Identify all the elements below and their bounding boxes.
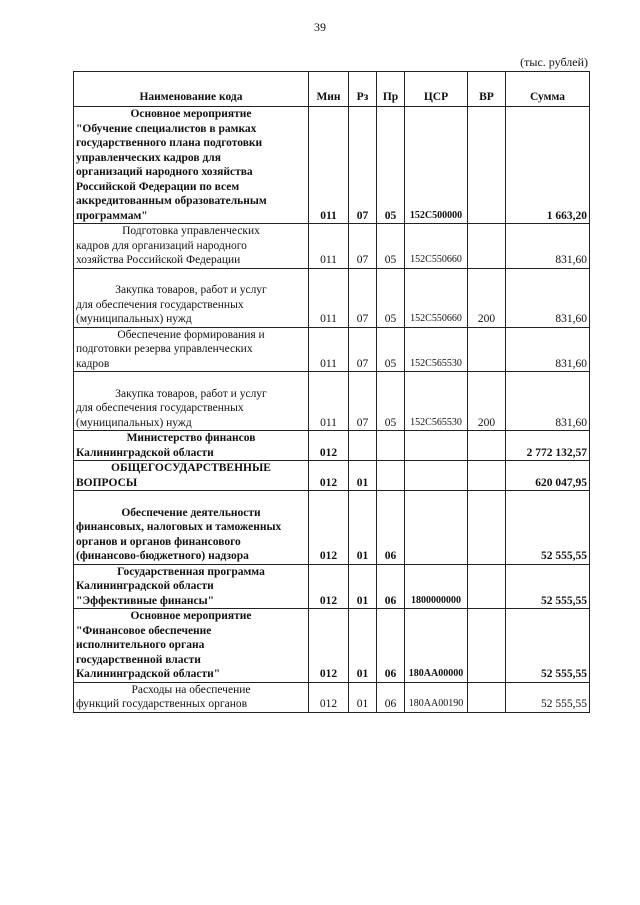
- cell-name-line: Обеспечение формирования и: [117, 328, 265, 341]
- cell-min: 012: [309, 682, 349, 712]
- cell-name-line: Основное мероприятие: [130, 108, 252, 120]
- cell-csr: 180АА00190: [405, 682, 468, 712]
- cell-vr: 200: [468, 372, 506, 431]
- table-body: [74, 107, 590, 713]
- cell-rz: 01: [349, 491, 377, 565]
- cell-sum: 52 555,55: [506, 491, 590, 565]
- cell-csr: [405, 431, 468, 461]
- table-row: [74, 224, 590, 269]
- cell-vr: [468, 609, 506, 683]
- cell-vr: 200: [468, 268, 506, 327]
- cell-name-line: (муниципальных) нужд: [76, 313, 192, 325]
- cell-csr: 152С565530: [405, 327, 468, 372]
- budget-table: [73, 71, 590, 713]
- column-header-min: Мин: [309, 72, 349, 107]
- cell-name-line: "Эффективные финансы": [76, 594, 214, 607]
- cell-vr: [468, 682, 506, 712]
- cell-name-line: Калининградской области: [76, 580, 214, 592]
- units-label: (тыс. рублей): [520, 55, 588, 69]
- cell-name-line: Закупка товаров, работ и услуг: [115, 284, 267, 296]
- cell-name-line: функций государственных органов: [76, 698, 248, 710]
- cell-pr: 05: [377, 224, 405, 269]
- cell-min: 011: [309, 268, 349, 327]
- cell-vr: [468, 224, 506, 269]
- column-header-name: Наименование кода: [74, 72, 309, 107]
- cell-name-line: Расходы на обеспечение: [131, 683, 251, 696]
- cell-name: [74, 327, 309, 372]
- table-row: [74, 327, 590, 372]
- cell-spacer: [76, 269, 306, 284]
- cell-name-line: органов и органов финансового: [76, 535, 241, 548]
- cell-name: [74, 491, 309, 565]
- cell-rz: 07: [349, 224, 377, 269]
- cell-name-line: аккредитованным образовательным: [76, 195, 267, 207]
- cell-csr: 180АА00000: [405, 609, 468, 683]
- cell-vr: [468, 461, 506, 491]
- cell-rz: 01: [349, 461, 377, 491]
- cell-name: [74, 107, 309, 224]
- cell-sum: 52 555,55: [506, 609, 590, 683]
- cell-name: [74, 461, 309, 491]
- cell-vr: [468, 491, 506, 565]
- column-header-csr: ЦСР: [405, 72, 468, 107]
- cell-name-line: хозяйства Российской Федерации: [76, 254, 241, 266]
- cell-rz: 07: [349, 107, 377, 224]
- cell-spacer: [76, 491, 306, 506]
- column-header-rz: Рз: [349, 72, 377, 107]
- column-header-vr: ВР: [468, 72, 506, 107]
- cell-name: [74, 682, 309, 712]
- cell-pr: 06: [377, 682, 405, 712]
- cell-rz: 07: [349, 327, 377, 372]
- cell-name-line: Государственная программа: [117, 565, 265, 578]
- table-row: [74, 609, 590, 683]
- cell-name-line: Подготовка управленческих: [122, 225, 260, 237]
- cell-name: [74, 431, 309, 461]
- cell-pr: 06: [377, 609, 405, 683]
- cell-name-line: для обеспечения государственных: [76, 298, 244, 311]
- cell-sum: 52 555,55: [506, 682, 590, 712]
- cell-name-line: кадров: [76, 357, 110, 370]
- cell-name-line: (финансово-бюджетного) надзора: [76, 550, 249, 562]
- cell-sum: 831,60: [506, 224, 590, 269]
- cell-vr: [468, 564, 506, 609]
- cell-pr: 05: [377, 268, 405, 327]
- cell-pr: 05: [377, 372, 405, 431]
- cell-name-line: ВОПРОСЫ: [76, 476, 138, 489]
- cell-sum: 620 047,95: [506, 461, 590, 491]
- cell-name: [74, 224, 309, 269]
- table-row: [74, 431, 590, 461]
- cell-min: 011: [309, 224, 349, 269]
- cell-vr: [468, 431, 506, 461]
- cell-min: 012: [309, 461, 349, 491]
- cell-name-line: управленческих кадров для: [76, 151, 221, 164]
- cell-sum: 831,60: [506, 327, 590, 372]
- cell-pr: 05: [377, 107, 405, 224]
- cell-name-line: Российской Федерации по всем: [76, 180, 240, 193]
- cell-spacer: [76, 372, 306, 387]
- cell-sum: 52 555,55: [506, 564, 590, 609]
- cell-min: 012: [309, 564, 349, 609]
- cell-name-line: Закупка товаров, работ и услуг: [115, 387, 267, 400]
- cell-csr: 152С550660: [405, 268, 468, 327]
- cell-name-line: Калининградской области": [76, 668, 221, 680]
- cell-name-line: государственного плана подготовки: [76, 137, 263, 149]
- cell-name-line: "Обучение специалистов в рамках: [76, 122, 257, 135]
- cell-rz: 07: [349, 372, 377, 431]
- cell-min: 012: [309, 431, 349, 461]
- cell-name-line: исполнительного органа: [76, 639, 205, 651]
- cell-csr: [405, 491, 468, 565]
- cell-name: [74, 564, 309, 609]
- table-row: [74, 268, 590, 327]
- cell-sum: 831,60: [506, 372, 590, 431]
- cell-name-line: (муниципальных) нужд: [76, 416, 192, 429]
- cell-name-line: Обеспечение деятельности: [121, 506, 261, 519]
- cell-name-line: финансовых, налоговых и таможенных: [76, 521, 282, 533]
- table-row: [74, 564, 590, 609]
- table-row: [74, 372, 590, 431]
- cell-min: 012: [309, 609, 349, 683]
- cell-min: 011: [309, 107, 349, 224]
- cell-csr: 1800000000: [405, 564, 468, 609]
- table-row: [74, 491, 590, 565]
- cell-pr: 05: [377, 327, 405, 372]
- cell-pr: [377, 431, 405, 461]
- cell-name-line: подготовки резерва управленческих: [76, 343, 253, 355]
- table-row: [74, 461, 590, 491]
- cell-name: [74, 609, 309, 683]
- cell-rz: [349, 431, 377, 461]
- cell-pr: [377, 461, 405, 491]
- cell-csr: 152С550660: [405, 224, 468, 269]
- cell-name: [74, 268, 309, 327]
- cell-pr: 06: [377, 491, 405, 565]
- cell-name-line: кадров для организаций народного: [76, 239, 247, 252]
- cell-name-line: Министерство финансов: [126, 432, 256, 444]
- column-header-sum: Сумма: [506, 72, 590, 107]
- cell-name-line: программам": [76, 209, 148, 222]
- cell-vr: [468, 107, 506, 224]
- cell-sum: 1 663,20: [506, 107, 590, 224]
- cell-rz: 01: [349, 682, 377, 712]
- table-row: [74, 107, 590, 224]
- page-number: 39: [314, 20, 326, 34]
- cell-name-line: "Финансовое обеспечение: [76, 624, 212, 637]
- cell-csr: 152С500000: [405, 107, 468, 224]
- cell-sum: 2 772 132,57: [506, 431, 590, 461]
- cell-rz: 01: [349, 564, 377, 609]
- cell-csr: 152С565530: [405, 372, 468, 431]
- cell-min: 011: [309, 327, 349, 372]
- cell-name-line: Калининградской области: [76, 446, 214, 459]
- cell-csr: [405, 461, 468, 491]
- cell-min: 011: [309, 372, 349, 431]
- cell-sum: 831,60: [506, 268, 590, 327]
- cell-name-line: организаций народного хозяйства: [76, 166, 253, 178]
- cell-pr: 06: [377, 564, 405, 609]
- cell-name-line: для обеспечения государственных: [76, 402, 244, 414]
- cell-name-line: ОБЩЕГОСУДАРСТВЕННЫЕ: [111, 462, 271, 474]
- cell-rz: 01: [349, 609, 377, 683]
- cell-name: [74, 372, 309, 431]
- cell-rz: 07: [349, 268, 377, 327]
- cell-name-line: государственной власти: [76, 653, 201, 666]
- cell-vr: [468, 327, 506, 372]
- cell-min: 012: [309, 491, 349, 565]
- table-row: [74, 682, 590, 712]
- table-header-row: [74, 72, 590, 107]
- column-header-pr: Пр: [377, 72, 405, 107]
- cell-name-line: Основное мероприятие: [130, 610, 252, 622]
